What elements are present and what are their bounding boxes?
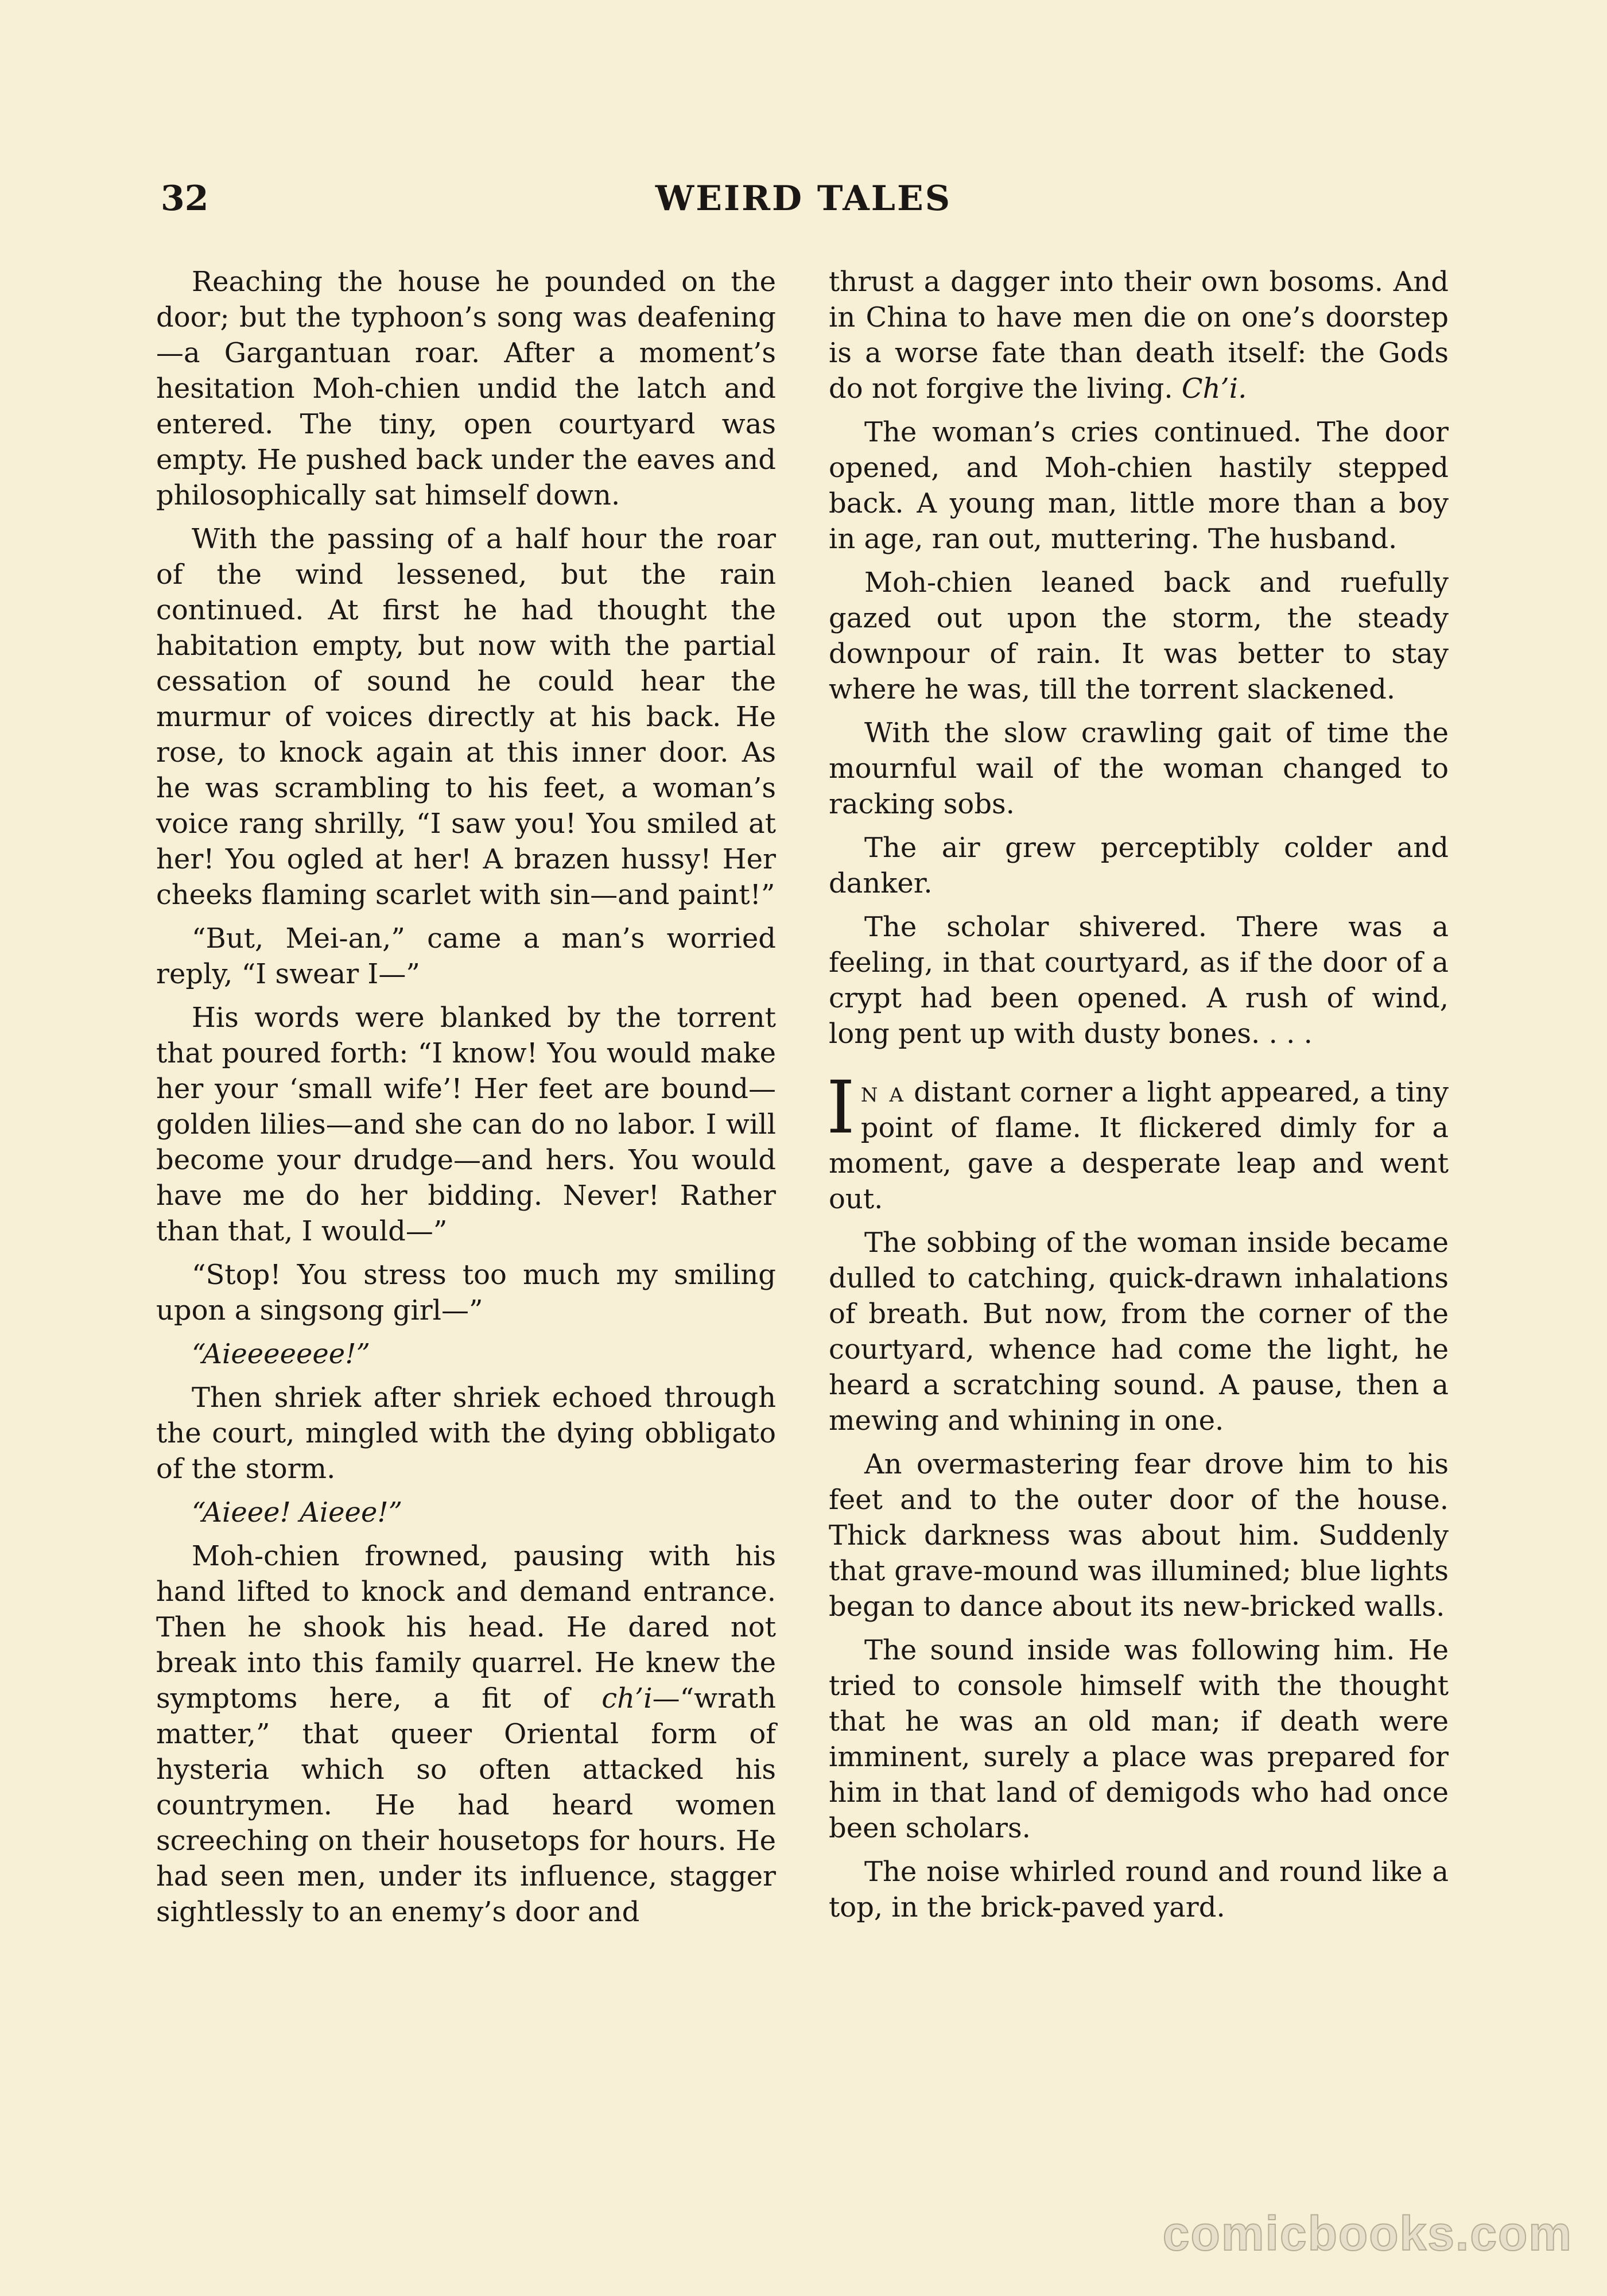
small-caps-lead: n a (860, 1076, 905, 1108)
paragraph: Moh-chien leaned back and ruefully gazed out upon the storm, the steady downpour of rain. It was better to stay where he was, till the torrent slackened. (829, 567, 1449, 705)
paragraph: The sobbing of the woman inside became dulled to catching, quick-drawn inhalations of breath. But now, from the corner of the courtyard, whence had come the light, he heard a scratching sound. A pause, then a mewing and whining in one. (829, 1227, 1449, 1437)
paragraph: Then shriek after shriek echoed through the court, mingled with the dying obbligato of the storm. (156, 1382, 776, 1485)
italic-term: ch’i (601, 1682, 653, 1715)
page-header (161, 181, 1446, 227)
paragraph: The scholar shivered. There was a feeling, in that courtyard, as if the door of a crypt had been opened. A rush of wind, long pent up with dusty bones. . . . (829, 911, 1449, 1050)
text-run: distant corner a light appeared, a tiny point of flame. It flickered dimly for a moment, gave a desperate leap and went out. (829, 1076, 1449, 1215)
paragraph-italic: “Aieeeeeee!” (192, 1338, 371, 1370)
paragraph: “But, Mei-an,” came a man’s worried reply, “I swear I—” (156, 922, 776, 990)
paragraph: His words were blanked by the torrent that poured forth: “I know! You would make her your ‘small wife’! Her feet are bound—golden lilies—and she can do no labor. I will become your drudge—and hers. You would have me do her bidding. Never! Rather than that, I would—” (156, 1002, 776, 1247)
paragraph: The air grew perceptibly colder and danker. (829, 832, 1449, 899)
text-run: Moh-chien frowned, pausing with his hand lifted to knock and demand entrance. Then he shook his head. He dared not break into this family quarrel. He knew the symptoms here, a fit of (156, 1540, 776, 1715)
paragraph: An overmastering fear drove him to his feet and to the outer door of the house. Thick darkness was about him. Suddenly that grave-mound was illumined; blue lights began to dance about its new-bricked walls. (829, 1448, 1449, 1623)
paragraph: The noise whirled round and round like a top, in the brick-paved yard. (829, 1856, 1449, 1923)
paragraph: With the slow crawling gait of time the mournful wail of the woman changed to racking sobs. (829, 717, 1449, 820)
drop-cap: I (826, 1065, 855, 1150)
page-number: 32 (161, 179, 209, 219)
paragraph-italic: “Aieee! Aieee!” (192, 1496, 403, 1529)
paragraph: Reaching the house he pounded on the door; but the typhoon’s song was deafening—a Gargantuan roar. After a moment’s hesitation Moh-chien undid the latch and entered. The tiny, open courtyard was empty. He pushed back under the eaves and philosophically sat himself down. (156, 266, 776, 511)
left-column (156, 264, 776, 1938)
paragraph (829, 264, 1449, 406)
right-column (826, 264, 1449, 1933)
italic-term: Ch’i. (1181, 373, 1247, 405)
text-run: —“wrath matter,” that queer Oriental form of hysteria which so often attacked his countrymen. He had heard women screeching on their housetops for hours. He had seen men, under its influence, stagger sightlessly to an enemy’s door and (156, 1682, 776, 1928)
paragraph: With the passing of a half hour the roar of the wind lessened, but the rain continued. At first he had thought the habitation empty, but now with the partial cessation of sound he could hear the murmur of voices directly at his back. He rose, to knock again at this inner door. As he was scrambling to his feet, a woman’s voice rang shrilly, “I saw you! You smiled at her! You ogled at her! A brazen hussy! Her cheeks flaming scarlet with sin—and paint!” (156, 523, 776, 911)
paragraph: The sound inside was following him. He tried to console himself with the thought that he was an old man; if death were imminent, surely a place was prepared for him in that land of demigods who had once been scholars. (829, 1634, 1449, 1844)
watermark: comicbooks.com (1162, 2206, 1573, 2260)
section-opening-paragraph (826, 1065, 1449, 1217)
running-title: WEIRD TALES (655, 179, 952, 219)
text-run: thrust a dagger into their own bosoms. And in China to have men die on one’s doorstep is a worse fate than death itself: the Gods do not forgive the living. (829, 266, 1449, 405)
paragraph: The woman’s cries continued. The door opened, and Moh-chien hastily stepped back. A young man, little more than a boy in age, ran out, muttering. The husband. (829, 416, 1449, 555)
paragraph: “Stop! You stress too much my smiling upon a singsong girl—” (156, 1259, 776, 1327)
paragraph (156, 1538, 776, 1930)
